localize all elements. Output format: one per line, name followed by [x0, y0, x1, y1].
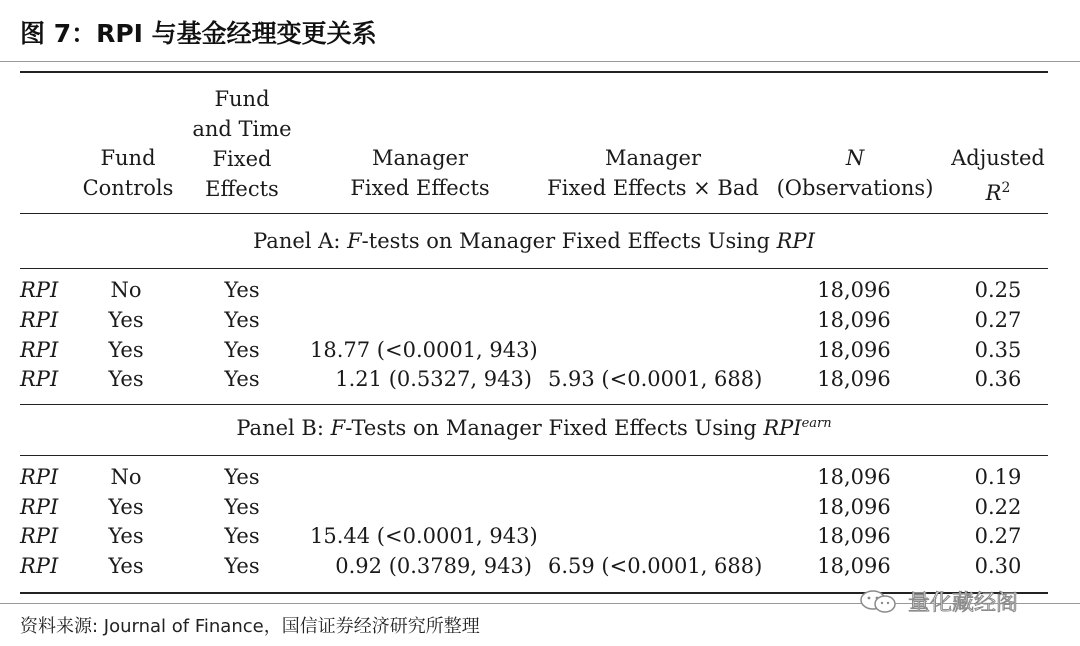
- wechat-icon: [858, 589, 902, 615]
- cell-n: 18,096: [817, 465, 891, 489]
- header-manager-fe-bad: Manager Fixed Effects × Bad: [547, 146, 759, 200]
- row-label: RPI: [20, 278, 59, 302]
- cell-manager-fe: 15.44 (<0.0001, 943): [310, 524, 538, 548]
- row-label: RPI: [20, 308, 59, 332]
- row-label: RPI: [20, 338, 59, 362]
- cell-fund-time: Yes: [224, 338, 260, 362]
- panel-a-title: Panel A: F-tests on Manager Fixed Effects Using RPI: [253, 229, 815, 253]
- cell-fund-time: Yes: [224, 278, 260, 302]
- cell-manager-fe-bad: 6.59 (<0.0001, 688): [548, 554, 763, 578]
- title-rule: [0, 61, 1080, 62]
- cell-adj-r2: 0.27: [974, 524, 1022, 548]
- cell-fund-time: Yes: [224, 465, 260, 489]
- header-n-observations: N (Observations): [776, 146, 934, 200]
- row-label: RPI: [20, 367, 59, 391]
- header-fund-time-fe: Fund and Time Fixed Effects: [192, 87, 292, 201]
- header-adjusted-r2: Adjusted $R^2$: [951, 146, 1045, 205]
- cell-manager-fe-bad: 5.93 (<0.0001, 688): [548, 367, 763, 391]
- cell-fund-time: Yes: [224, 367, 260, 391]
- cell-fund-time: Yes: [224, 554, 260, 578]
- cell-adj-r2: 0.22: [974, 495, 1022, 519]
- cell-fund-controls: No: [110, 465, 142, 489]
- panel-b-rule: [20, 455, 1048, 456]
- table-top-rule: [20, 71, 1048, 73]
- source-note: 资料来源: Journal of Finance，国信证券经济研究所整理: [20, 616, 480, 637]
- cell-fund-controls: Yes: [108, 495, 144, 519]
- cell-manager-fe: 0.92 (0.3789, 943): [335, 554, 532, 578]
- cell-fund-time: Yes: [224, 308, 260, 332]
- cell-adj-r2: 0.19: [974, 465, 1022, 489]
- cell-adj-r2: 0.30: [974, 554, 1022, 578]
- cell-n: 18,096: [817, 278, 891, 302]
- row-label: RPI: [20, 524, 59, 548]
- row-label: RPI: [20, 465, 59, 489]
- cell-fund-controls: Yes: [108, 554, 144, 578]
- cell-fund-controls: Yes: [108, 524, 144, 548]
- cell-n: 18,096: [817, 524, 891, 548]
- watermark: [858, 586, 1018, 617]
- cell-fund-controls: No: [110, 278, 142, 302]
- panel-b-title: Panel B: F-Tests on Manager Fixed Effects Using $RPI^{earn}$: [236, 416, 832, 440]
- cell-manager-fe: 18.77 (<0.0001, 943): [310, 338, 538, 362]
- cell-fund-time: Yes: [224, 495, 260, 519]
- row-label: RPI: [20, 495, 59, 519]
- figure-title: 图 7：RPI 与基金经理变更关系: [20, 19, 377, 48]
- row-label: RPI: [20, 554, 59, 578]
- cell-fund-time: Yes: [224, 524, 260, 548]
- cell-n: 18,096: [817, 367, 891, 391]
- cell-adj-r2: 0.27: [974, 308, 1022, 332]
- header-manager-fe: Manager Fixed Effects: [350, 146, 490, 200]
- cell-n: 18,096: [817, 554, 891, 578]
- header-fund-controls: Fund Controls: [82, 146, 174, 200]
- panel-a-rule: [20, 268, 1048, 269]
- cell-n: 18,096: [817, 495, 891, 519]
- cell-manager-fe: 1.21 (0.5327, 943): [335, 367, 532, 391]
- cell-adj-r2: 0.36: [974, 367, 1022, 391]
- panel-b-top-rule: [20, 404, 1048, 405]
- watermark-text: 量化藏经阁: [908, 591, 1019, 616]
- cell-fund-controls: Yes: [108, 367, 144, 391]
- cell-adj-r2: 0.25: [974, 278, 1022, 302]
- cell-fund-controls: Yes: [108, 308, 144, 332]
- cell-fund-controls: Yes: [108, 338, 144, 362]
- header-bottom-rule: [20, 213, 1048, 214]
- cell-n: 18,096: [817, 308, 891, 332]
- cell-n: 18,096: [817, 338, 891, 362]
- cell-adj-r2: 0.35: [974, 338, 1022, 362]
